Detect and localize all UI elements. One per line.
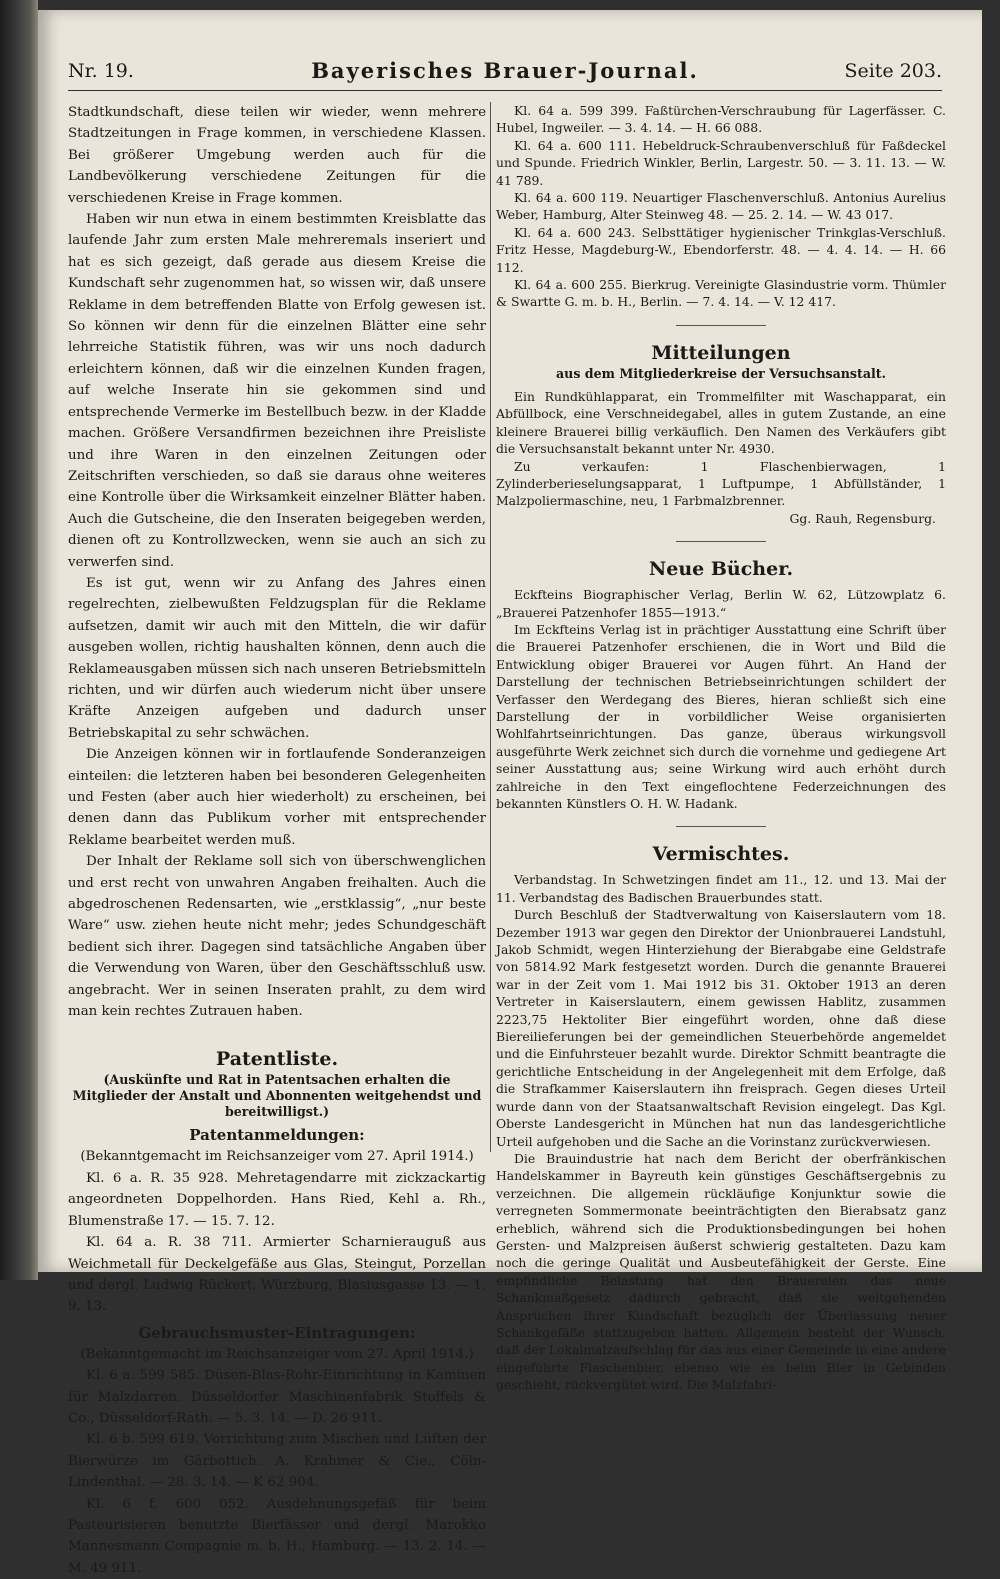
article-paragraph: Haben wir nun etwa in einem bestimmten Kreisblatte das laufende Jahr zum ersten Male mehreremals inseriert und hat es sich gezeigt, daß gerade aus diesem Kreise die Kundschaft sehr zugenommen hat, so wissen wir, daß unsere Reklame in dem betreffenden Blatte von Erfolg gewesen ist. So können wir denn für die einzelnen Blätter eine sehr lehrreiche Statistik führen, was wir uns noch dadurch erleichtern können, daß wir die einzelnen Kunden fragen, auf welche Inserate hin sie gekommen sind und entsprechende Vermerke im Bestellbuch bezw. in der Kladde machen. Größere Versandfirmen bezeichnen ihre Preisliste und ihre Waren in den einzelnen Zeitungen oder Zeitschriften verschieden, so daß sie daraus ohne weiteres eine Kontrolle über die Wirksamkeit einzelner Blätter haben. Auch die Gutscheine, die den Inseraten beigegeben werden, dienen oft zu Kontrollzwecken, wenn sie auch an sich zu verwerfen sind. [68,212,486,570]
misc-paragraph: Durch Beschluß der Stadtverwaltung von Kaiserslautern vom 18. Dezember 1913 war gegen den Direktor der Unionbrauerei Landstuhl, Jakob Schmidt, wegen Hinterziehung der Bierabgabe eine Geldstrafe von 5814.92 Mark festgesetzt worden. Durch die genannte Brauerei war in der Zeit vom 1. Mai 1912 bis 31. Oktober 1913 an deren Vertreter in Kaiserslautern, einem gewissen Hablitz, zusammen 2223,75 Hektoliter Bier eingeführt worden, ohne daß diese Biereilieferungen bei der gemeindlichen Steuerbehörde angemeldet und die Einfuhrsteuer bezahlt wurde. Direktor Schmitt beantragte die gerichtliche Entscheidung in der Angelegenheit mit dem Erfolge, daß die Strafkammer Kaiserslautern ihn freisprach. Gegen dieses Urteil wurde dann von der Staatsanwaltschaft Revision eingelegt. Das Kgl. Oberste Landesgericht in München hat nun das landesgerichtliche Urteil aufgehoben und die Sache an die Vorinstanz zurückverwiesen. [496,907,946,1149]
article-paragraph: Die Anzeigen können wir in fortlaufende Sonderanzeigen einteilen: die letzteren haben bei besonderen Gelegenheiten und Festen (aber auch hier wiederholt) zu erscheinen, bei denen dann das Publikum vorher mit entsprechender Reklame bearbeitet werden muß. [68,747,486,848]
book-spine-shadow [0,0,38,1280]
book-paragraph: Im Eckfteins Verlag ist in prächtiger Ausstattung eine Schrift über die Brauerei Patzenhofer erschienen, die in Wort und Bild die Entwicklung obiger Brauerei vor Augen führt. An Hand der Darstellung der technischen Betriebseinrichtungen schildert der Verfasser den Werdegang des Bieres, hieran schließt sich eine Darstellung der in vorbildlicher Weise organisierten Wohlfahrtseinrichtungen. Das ganze, überaus wirkungsvoll ausgeführte Werk zeichnet sich durch die vornehme und gediegene Art seiner Ausstattung aus; seine Wirkung wird auch erhöht durch zahlreiche in den Text eingeflochtene Federzeichnungen des bekannten Künstlers O. H. W. Hadank. [496,621,946,811]
right-column [496,102,946,1393]
journal-title: Bayerisches Brauer-Journal. [311,58,699,83]
patent-entry: Kl. 64 a. 600 255. Bierkrug. Vereinigte Glasindustrie vorm. Thümler & Swartte G. m. b. H., Berlin. — 7. 4. 14. — V. 12 417. [496,277,946,310]
announcement-paragraph: Zu verkaufen: 1 Flaschenbierwagen, 1 Zylinderberieselungsapparat, 1 Luftpumpe, 1 Abfüllständer, 1 Malzpoliermaschine, neu, 1 Farbmalzbrenner. [496,458,946,509]
left-column [68,102,486,1576]
issue-number: Nr. 19. [68,60,134,82]
patent-list-title: Patentliste. [215,1048,339,1071]
section-rule [676,541,766,542]
article-paragraph: Stadtkundschaft, diese teilen wir wieder, wenn mehrere Stadtzeitungen in Frage kommen, in verschiedene Klassen. Bei größerer Umgebung werden auch für die Landbevölkerung verschiedene Zeitungen für die verschiedenen Kreise in Frage kommen. [68,105,486,206]
announcement-paragraph: Ein Rundkühlapparat, ein Trommelfilter mit Waschapparat, ein Abfüllbock, eine Verschneidegabel, alles in gutem Zustande, an eine kleinere Brauerei billig verkäuflich. Den Namen des Verkäufers gibt die Versuchsanstalt bekannt unter Nr. 4930. [496,388,946,457]
patent-entry: Kl. 6 f. 600 052. Ausdehnungsgefäß für beim Pasteurisieren benutzte Bierfässer und dergl. Marokko Mannesmann Compagnie m. b. H., Hamburg. — 13. 2. 14. — M. 49 911. [68,1496,486,1576]
utility-model-heading: Gebrauchsmuster-Eintragungen: [138,1323,416,1342]
announcements-subtitle: aus dem Mitgliederkreise der Versuchsanstalt. [556,365,886,381]
column-divider [490,102,491,1152]
patent-entry: Kl. 64 a. 600 111. Hebeldruck-Schraubenverschluß für Faßdeckel und Spunde. Friedrich Winkler, Berlin, Largestr. 50. — 3. 11. 13. — W. 41 789. [496,137,946,188]
patent-entry: Kl. 64 a. 599 399. Faßtürchen-Verschraubung für Lagerfässer. C. Hubel, Ingweiler. — 3. 4. 14. — H. 66 088. [496,103,946,136]
utility-model-note: (Bekanntgemacht im Reichsanzeiger vom 27. April 1914.) [80,1346,474,1362]
announcement-signature: Gg. Rauh, Regensburg. [789,510,936,526]
patent-entry: Kl. 6 b. 599 619. Vorrichtung zum Mischen und Lüften der Bierwürze im Gärbottich. A. Krahmer & Cie., Cöln-Lindenthal. — 28. 3. 14. — K 62 904. [68,1432,486,1491]
miscellaneous-title: Vermischtes. [652,843,790,866]
patent-entry: Kl. 64 a. R. 38 711. Armierter Scharnierauguß aus Weichmetall für Deckelgefäße aus Glas, Steingut, Porzellan und dergl. Ludwig Rückert, Würzburg, Blasiusgasse 13. — 1. 9. 13. [68,1235,486,1315]
new-books-title: Neue Bücher. [648,558,794,581]
patent-entry: Kl. 6 a. 599 585. Düsen-Blas-Rohr-Einrichtung in Kaminen für Malzdarren. Düsseldorfer Maschinenfabrik Stoffels & Co., Düsseldorf-Rath. — 5. 3. 14. — D. 26 911. [68,1368,486,1426]
section-rule [676,325,766,326]
page-number: Seite 203. [844,60,942,82]
book-paragraph: Eckfteins Biographischer Verlag, Berlin W. 62, Lützowplatz 6. „Brauerei Patzenhofer 1855—1913.“ [496,587,946,620]
section-rule [676,826,766,827]
page-header [68,56,942,91]
patent-applications-heading: Patentanmeldungen: [189,1126,365,1145]
patent-list-subtitle: (Auskünfte und Rat in Patentsachen erhalten die Mitglieder der Anstalt und Abonnenten weitgehendst und bereitwilligst.) [72,1072,482,1120]
newspaper-page [38,10,982,1576]
patent-entry: Kl. 64 a. 600 243. Selbsttätiger hygienischer Trinkglas-Verschluß. Fritz Hesse, Magdeburg-W., Ebendorferstr. 48. — 4. 4. 14. — H. 66 112. [496,224,946,275]
announcements-title: Mitteilungen [651,341,791,364]
misc-paragraph: Die Brauindustrie hat nach dem Bericht der oberfränkischen Handelskammer in Bayreuth kein günstiges Geschäftsergebnis zu verzeichnen. Die allgemein rückläufige Konjunktur sowie die verregneten Sommermonate beeinträchtigten den Bierabsatz ganz erheblich, während sich die Produktionsbedingungen bei hohen Gersten- und Malzpreisen äußerst schwierig gestalteten. Dazu kam noch die geringe Qualität und Ausbeutefähigkeit der Gerste. Eine empfindliche Belastung hat den Brauereien das neue Schankmaßgesetz dadurch gebracht, daß sie weitgehenden Ansprüchen ihrer Kundschaft bezüglich der Überlassung neuer Schankgefäße stattzugeben hatten. Allgemein besteht der Wunsch, daß der Lokalmalzaufschlag für das aus einer Gemeinde in eine andere eingeführte Flaschenbier, ebenso wie es beim Bier in Gebinden geschieht, rückvergütet wird. Die Malzfabri- [496,1150,946,1393]
misc-paragraph: Verbandstag. In Schwetzingen findet am 11., 12. und 13. Mai der 11. Verbandstag des Badischen Brauerbundes statt. [496,872,946,905]
patent-applications-note: (Bekanntgemacht im Reichsanzeiger vom 27. April 1914.) [80,1149,474,1165]
patent-entry: Kl. 6 a. R. 35 928. Mehretagendarre mit zickzackartig angeordneten Doppelhorden. Hans Ried, Kehl a. Rh., Blumenstraße 17. — 15. 7. 12. [68,1170,486,1229]
article-paragraph: Der Inhalt der Reklame soll sich von überschwenglichen und erst recht von unwahren Angaben freihalten. Auch die abgedroschenen Redensarten, wie „erstklassig“, „nur beste Ware“ usw. ziehen heute nicht mehr; jedes Schundgeschäft bedient sich ihrer. Dagegen sind tatsächliche Angaben über die Verwendung von Waren, über den Geschäftsschluß usw. angebracht. Wer in seinen Inseraten prahlt, zu dem wird man kein rechtes Zutrauen haben. [68,854,486,1020]
patent-entry: Kl. 64 a. 600 119. Neuartiger Flaschenverschluß. Antonius Aurelius Weber, Hamburg, Alter Steinweg 48. — 25. 2. 14. — W. 43 017. [496,190,946,223]
article-paragraph: Es ist gut, wenn wir zu Anfang des Jahres einen regelrechten, zielbewußten Feldzugsplan für die Reklame aufsetzen, damit wir auch mit den Mitteln, die wir dafür ausgeben wollen, richtig haushalten können, denn auch die Reklameausgaben müssen sich nach unseren Betriebsmitteln richten, und wir dürfen auch wiederum nicht über unsere Kräfte Anzeigen aufgeben und dadurch unser Betriebskapital zu sehr schwächen. [68,575,486,741]
